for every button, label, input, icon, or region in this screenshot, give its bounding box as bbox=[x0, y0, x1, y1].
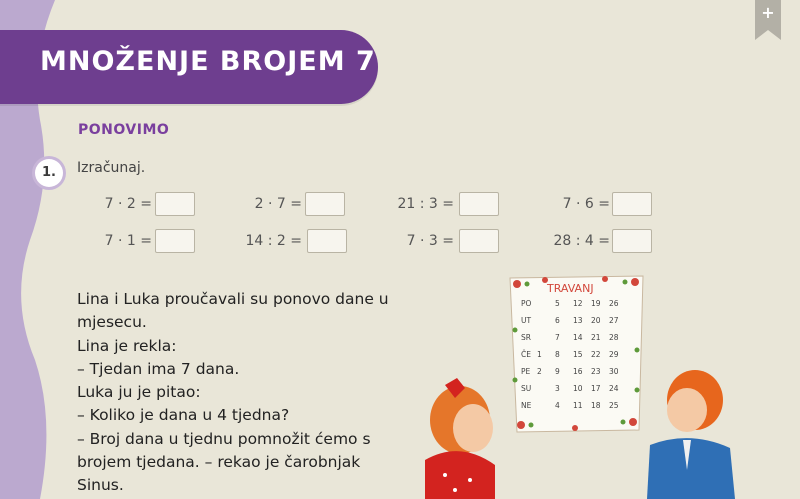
calendar-date: 4 bbox=[555, 401, 560, 410]
answer-box[interactable] bbox=[459, 229, 499, 253]
page-title: MNOŽENJE BROJEM 7 bbox=[40, 46, 376, 77]
calendar-date: 8 bbox=[555, 350, 560, 359]
task-number: 1. bbox=[35, 159, 63, 187]
calendar-day-label: PE bbox=[521, 367, 531, 376]
story-line: brojem tjedana. – rekao je čarobnjak Sinus. bbox=[77, 453, 361, 495]
expression: 7 · 6 = bbox=[562, 196, 610, 212]
section-label: PONOVIMO bbox=[78, 122, 170, 138]
calendar-day-label: NE bbox=[521, 401, 532, 410]
calendar-date: 22 bbox=[591, 350, 601, 359]
calendar-date: 24 bbox=[609, 384, 619, 393]
expression: 2 · 7 = bbox=[254, 196, 302, 212]
boy-figure bbox=[647, 370, 735, 499]
answer-box[interactable] bbox=[305, 192, 345, 216]
calendar-date: 1 bbox=[537, 350, 542, 359]
girl-figure bbox=[425, 378, 495, 499]
calendar-date: 30 bbox=[609, 367, 619, 376]
calendar-date: 12 bbox=[573, 299, 583, 308]
story-text bbox=[77, 288, 407, 498]
task-instruction: Izračunaj. bbox=[77, 160, 146, 176]
story-line: Lina i Luka proučavali su ponovo dane u bbox=[77, 290, 389, 308]
calendar-month: TRAVANJ bbox=[547, 282, 594, 295]
calendar-date: 11 bbox=[573, 401, 583, 410]
expression: 7 · 3 = bbox=[406, 233, 454, 249]
calendar-date: 9 bbox=[555, 367, 560, 376]
calendar-date: 6 bbox=[555, 316, 560, 325]
calendar-date: 21 bbox=[591, 333, 601, 342]
calendar-day-label: SU bbox=[521, 384, 532, 393]
expression: 7 · 2 = bbox=[104, 196, 152, 212]
story-line: – Tjedan ima 7 dana. bbox=[77, 359, 240, 378]
calendar-date: 10 bbox=[573, 384, 583, 393]
calendar-date: 15 bbox=[573, 350, 583, 359]
story-line: Lina je rekla: bbox=[77, 336, 177, 355]
calendar-day-label: PO bbox=[521, 299, 532, 308]
calendar-date: 23 bbox=[591, 367, 601, 376]
answer-box[interactable] bbox=[307, 229, 347, 253]
plus-icon[interactable]: + bbox=[761, 3, 775, 22]
calendar-date: 5 bbox=[555, 299, 560, 308]
calendar-date: 13 bbox=[573, 316, 583, 325]
calendar-date: 26 bbox=[609, 299, 619, 308]
answer-box[interactable] bbox=[459, 192, 499, 216]
calendar-date: 18 bbox=[591, 401, 601, 410]
calendar-date: 29 bbox=[609, 350, 619, 359]
calendar-date: 2 bbox=[537, 367, 542, 376]
calendar-day-label: ČE bbox=[521, 350, 531, 359]
story-line: – Koliko je dana u 4 tjedna? bbox=[77, 406, 290, 425]
answer-box[interactable] bbox=[155, 229, 195, 253]
calendar-date: 7 bbox=[555, 333, 560, 342]
answer-box[interactable] bbox=[612, 229, 652, 253]
calendar-date: 17 bbox=[591, 384, 601, 393]
calendar-date: 14 bbox=[573, 333, 583, 342]
expression: 28 : 4 = bbox=[553, 233, 610, 249]
calendar bbox=[510, 276, 643, 432]
expression: 14 : 2 = bbox=[245, 233, 302, 249]
calendar-day-label: SR bbox=[521, 333, 531, 342]
story-line: mjesecu. bbox=[77, 313, 147, 332]
story-line: – Broj dana u tjednu pomnožit ćemo s bbox=[77, 429, 371, 448]
calendar-day-label: UT bbox=[521, 316, 532, 325]
calendar-illustration bbox=[425, 270, 755, 499]
expression: 21 : 3 = bbox=[397, 196, 454, 212]
calendar-date: 25 bbox=[609, 401, 619, 410]
calendar-date: 28 bbox=[609, 333, 619, 342]
calendar-date: 19 bbox=[591, 299, 601, 308]
story-line: Luka ju je pitao: bbox=[77, 383, 201, 402]
calendar-date: 20 bbox=[591, 316, 601, 325]
calendar-date: 27 bbox=[609, 316, 619, 325]
answer-box[interactable] bbox=[155, 192, 195, 216]
expression: 7 · 1 = bbox=[104, 233, 152, 249]
answer-box[interactable] bbox=[612, 192, 652, 216]
calendar-date: 16 bbox=[573, 367, 583, 376]
calendar-date: 3 bbox=[555, 384, 560, 393]
